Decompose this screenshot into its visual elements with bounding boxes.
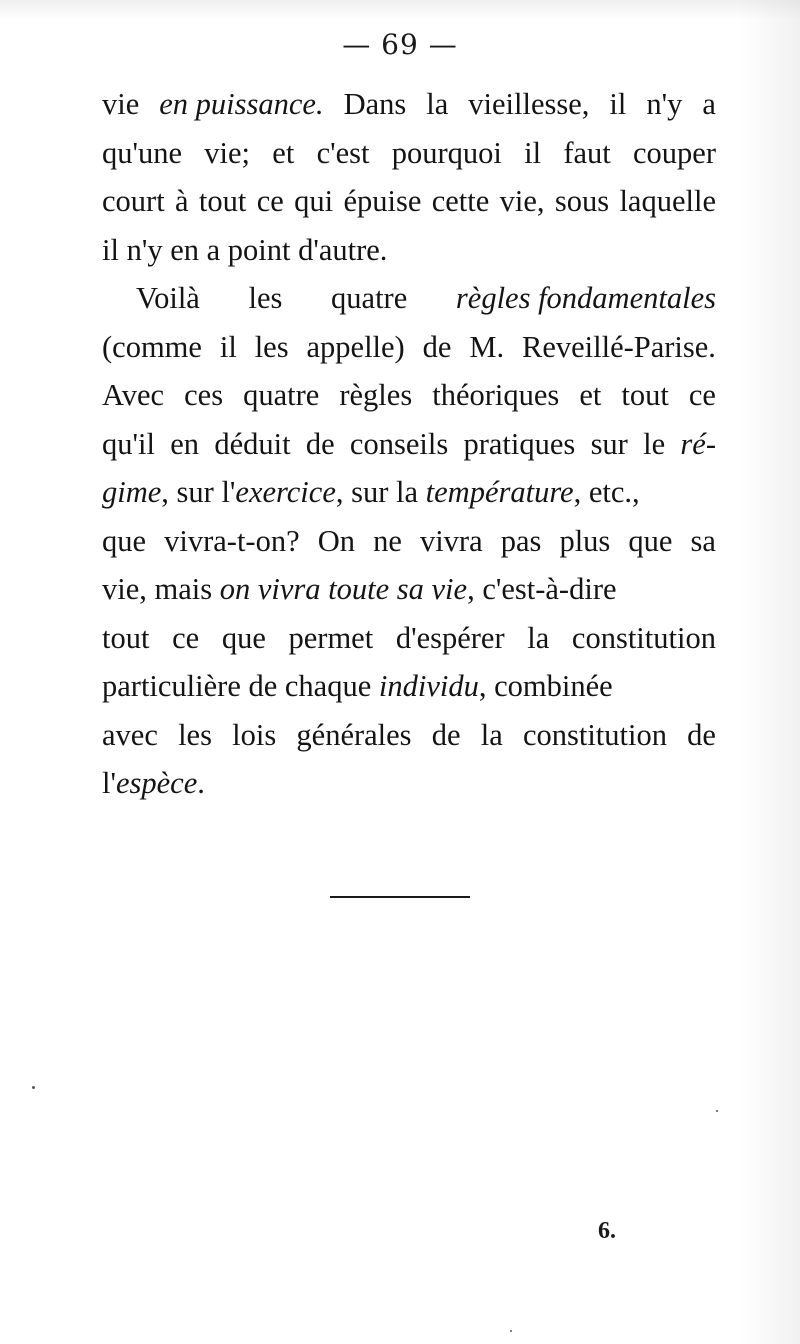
paper-speck (32, 1086, 35, 1089)
word: ce (172, 620, 200, 655)
word: vieillesse, (468, 87, 590, 121)
word: épuise (343, 184, 422, 218)
text-line (102, 129, 716, 178)
text-run (102, 565, 617, 614)
word-italic: en puissance. (159, 87, 324, 121)
page-top-shadow (0, 0, 800, 20)
text-line (102, 274, 716, 323)
word: les (254, 329, 289, 364)
body-text (102, 80, 716, 808)
word-italic: on vivra toute sa vie (219, 572, 468, 606)
word: sous (554, 184, 610, 218)
word: a (702, 87, 716, 121)
word: constitution (571, 620, 716, 655)
word: règles (339, 378, 413, 412)
word: qu'une (102, 135, 183, 170)
word-italic: espèce (115, 766, 198, 800)
word: la (426, 87, 449, 121)
text-line (102, 565, 716, 614)
page-edge-shadow (740, 0, 800, 1344)
word: il (219, 329, 237, 364)
text-fragment: vie, mais (102, 572, 220, 606)
word: ce (256, 184, 284, 218)
word: n'y (646, 87, 683, 121)
word: cette (431, 184, 490, 218)
word: Voilà (136, 281, 200, 315)
word: sa (690, 523, 716, 558)
word: de (431, 717, 461, 752)
word: les (178, 717, 212, 752)
text-fragment: , sur l' (161, 475, 236, 509)
word: c'est (316, 135, 370, 170)
section-separator-rule (330, 896, 470, 898)
word: tout (102, 620, 150, 655)
word: de (687, 717, 716, 752)
word: théoriques (432, 378, 560, 412)
word: vie, (499, 184, 545, 218)
word: qu'il (102, 426, 155, 461)
text-line (102, 711, 716, 760)
word: que (628, 523, 673, 558)
word: faut (563, 135, 611, 170)
word: pratiques (463, 426, 576, 461)
word: de (305, 426, 335, 461)
word: pas (500, 523, 542, 558)
word: qui (294, 184, 334, 218)
word-italic: exercice (235, 475, 336, 509)
text-fragment: particulière de chaque (102, 669, 379, 703)
page-number: — 69 — (342, 28, 458, 61)
word: quatre (331, 281, 408, 315)
word: ne (373, 523, 402, 558)
word: quatre (243, 378, 320, 412)
word: vivra-t-on? (164, 523, 300, 558)
word: ce (688, 378, 716, 412)
word: et (579, 378, 602, 412)
paper-speck (510, 1330, 512, 1332)
word: laquelle (619, 184, 716, 218)
word: (comme (102, 329, 202, 364)
word: conseils (349, 426, 449, 461)
word: vivra (419, 523, 483, 558)
text-fragment: , c'est-à-dire (467, 572, 617, 606)
word: que (102, 523, 147, 558)
text-line (102, 468, 716, 517)
word: tout (621, 378, 669, 412)
word: couper (633, 135, 716, 170)
word-italic: gime (102, 475, 162, 509)
text-run (102, 468, 640, 517)
word: M. (469, 329, 505, 364)
text-run (102, 662, 613, 711)
text-fragment: , etc., (573, 475, 640, 509)
word-italic: température (425, 475, 574, 509)
word: la (480, 717, 503, 752)
word-italic: individu (378, 669, 479, 703)
word: en (170, 426, 200, 461)
text-fragment: , sur la (335, 475, 426, 509)
text-line (102, 517, 716, 566)
word: permet (288, 620, 374, 655)
word: appelle) (306, 329, 405, 364)
word: le (643, 426, 666, 461)
text-line (102, 420, 716, 469)
word: que (221, 620, 266, 655)
text-fragment: l' (102, 766, 116, 800)
word: de (422, 329, 452, 364)
word: les (248, 281, 283, 315)
text-line (102, 614, 716, 663)
text-line (102, 323, 716, 372)
word: il (609, 87, 627, 121)
word: il (524, 135, 542, 170)
signature-mark: 6. (598, 1218, 616, 1244)
text-line (102, 80, 716, 129)
word: Reveillé-Parise. (521, 329, 716, 364)
paper-speck (716, 1110, 718, 1112)
word: On (317, 523, 355, 558)
word: à (175, 184, 189, 218)
word: constitution (522, 717, 667, 752)
word: pourquoi (391, 135, 502, 170)
text-line (102, 371, 716, 420)
word-italic: ré- (680, 426, 716, 461)
word: Avec (102, 378, 165, 412)
word: Dans (343, 87, 407, 121)
word: lois (232, 717, 277, 752)
text-line (102, 662, 716, 711)
text-line (102, 759, 716, 808)
word: déduit (214, 426, 291, 461)
word: tout (198, 184, 247, 218)
word-italic: règles fondamentales (455, 281, 716, 315)
word: ces (184, 378, 224, 412)
word: et (272, 135, 295, 170)
word: plus (559, 523, 611, 558)
text-line-content: il n'y en a point d'autre. (102, 232, 388, 267)
text-line (102, 177, 716, 226)
word: avec (102, 717, 158, 752)
word: vie; (204, 135, 251, 170)
word: d'espérer (395, 620, 505, 655)
text-line (102, 226, 716, 275)
word: vie (102, 87, 140, 121)
text-fragment: , combinée (478, 669, 613, 703)
word: générales (296, 717, 412, 752)
text-fragment: . (197, 766, 205, 800)
word: court (102, 184, 165, 218)
word: la (527, 620, 550, 655)
text-run (102, 759, 205, 808)
word: sur (590, 426, 628, 461)
